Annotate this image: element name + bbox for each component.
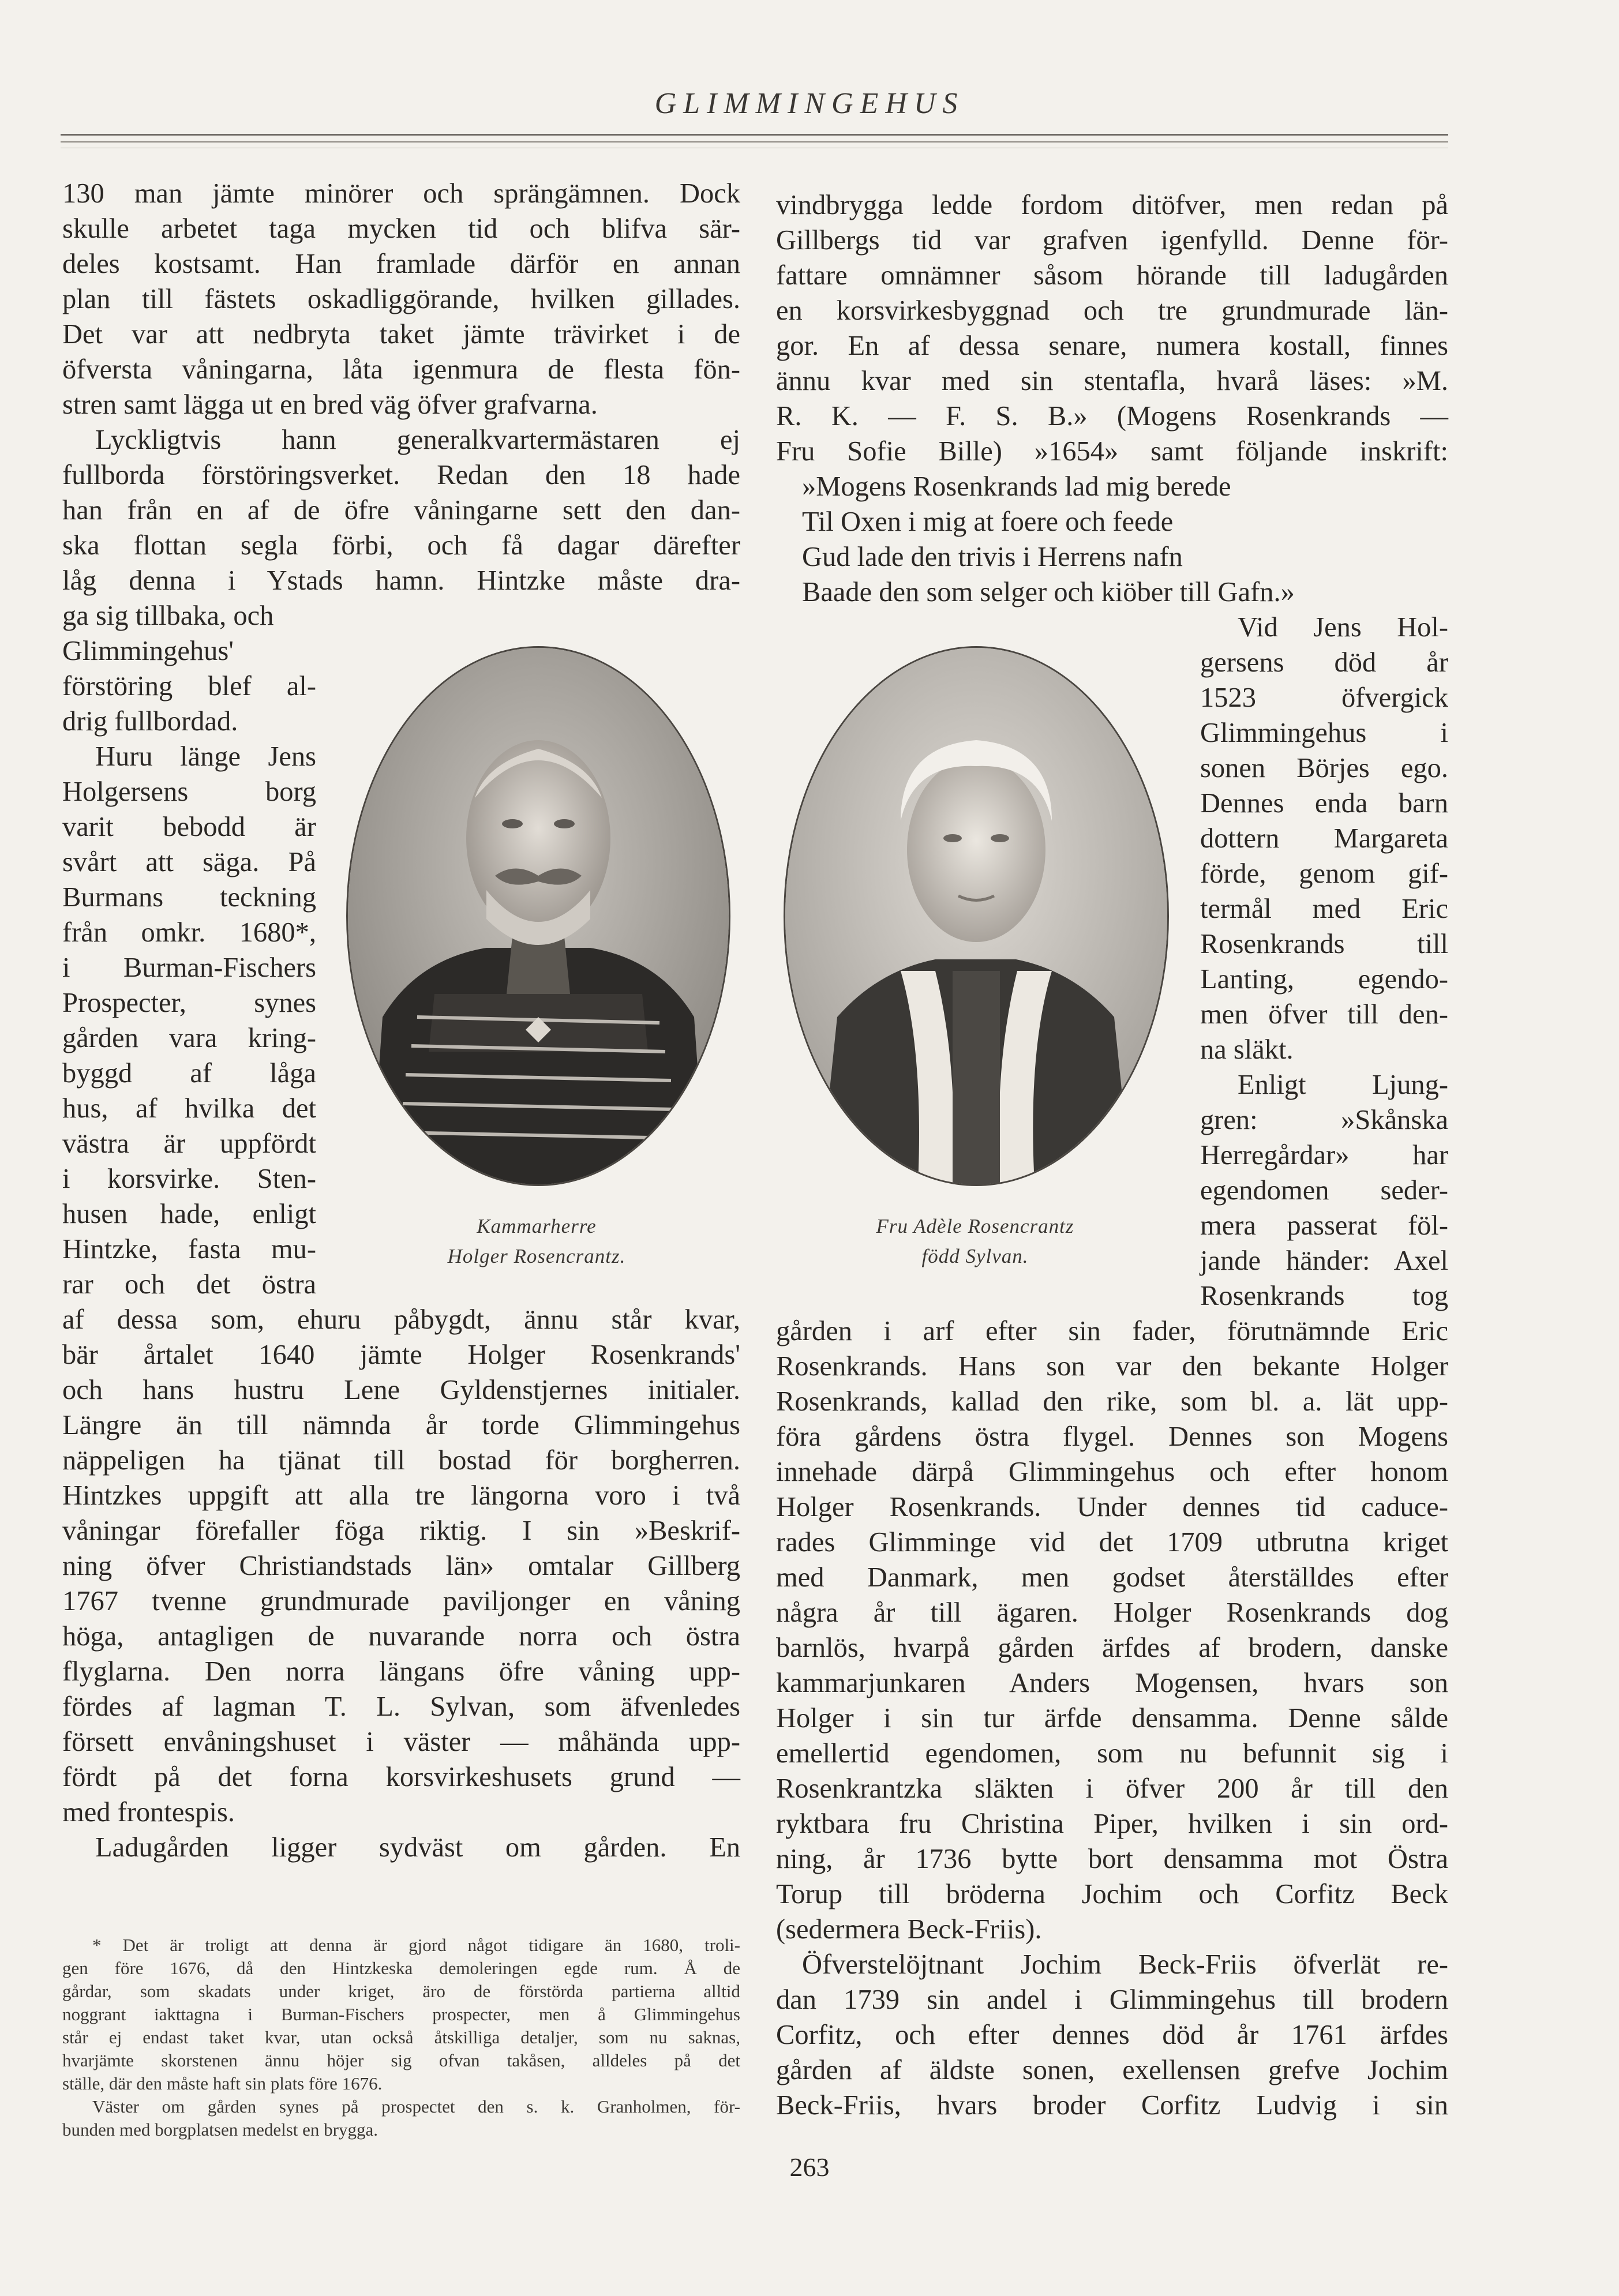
text-line: Holgersens borg (62, 776, 316, 807)
text-line: Glimmingehus' (62, 636, 234, 666)
text-line: Corfitz, och efter dennes död år 1761 ärfdes (776, 2020, 1448, 2050)
caption-line: född Sylvan. (921, 1245, 1029, 1267)
footnote-line: gårdar, som skadats under kriget, äro de förstörda partierna alltid (62, 1981, 740, 2001)
text-line: Gud lade den trivis i Herrens nafn (802, 542, 1183, 572)
text-line: gården i arf efter sin fader, förutnämnde Eric (776, 1316, 1448, 1346)
text-line: näppeligen ha tjänat till bostad för borgherren. (62, 1445, 740, 1476)
text-line: fördes af lagman T. L. Sylvan, som äfvenledes (62, 1691, 740, 1722)
text-line: låg denna i Ystads hamn. Hintzke måste dra- (62, 565, 740, 596)
text-line: gården af äldste sonen, exellensen grefve Jochim (776, 2055, 1448, 2085)
text-line: af dessa som, ehuru påbygdt, ännu står kvar, (62, 1304, 740, 1335)
text-line: Holger i sin tur ärfde densamma. Denne sålde (776, 1703, 1448, 1734)
text-line: Hintzke, fasta mu- (62, 1234, 316, 1265)
text-line: egendomen seder- (1200, 1175, 1448, 1206)
text-line: innehade därpå Glimmingehus och efter honom (776, 1457, 1448, 1487)
text-line: Öfverstelöjtnant Jochim Beck-Friis öfverlät re- (802, 1949, 1448, 1980)
footnote-line: gen före 1676, då den Hintzkeska demoleringen egde rum. Å de (62, 1958, 740, 1978)
text-line: sonen Börjes ego. (1200, 753, 1448, 783)
text-line: Herregårdar» har (1200, 1140, 1448, 1170)
text-line: Fru Sofie Bille) »1654» samt följande inskrift: (776, 436, 1448, 467)
text-line: flyglarna. Den norra längans öfre våning upp- (62, 1656, 740, 1687)
text-line: Det var att nedbryta taket jämte trävirket i de (62, 319, 740, 350)
text-line: gren: »Skånska (1200, 1105, 1448, 1135)
footnote-line: hvarjämte skorstenen ännu höjer sig ofvan takåsen, alldeles på det (62, 2050, 740, 2070)
text-line: Lanting, egendo- (1200, 964, 1448, 995)
text-line: fördt på det forna korsvirkeshusets grund — (62, 1762, 740, 1792)
text-line: dan 1739 sin andel i Glimmingehus till brodern (776, 1984, 1448, 2015)
page-number: 263 (789, 2152, 830, 2182)
text-line: stren samt lägga ut en bred väg öfver grafvarna. (62, 389, 598, 420)
portrait-holger-rosencrantz (346, 646, 730, 1186)
text-line: Burmans teckning (62, 882, 316, 913)
text-line: försett envåningshuset i väster — måhända upp- (62, 1727, 740, 1757)
text-line: Gillbergs tid var grafven igenfylld. Denne för- (776, 225, 1448, 256)
text-line: och hans hustru Lene Gyldenstjernes initialer. (62, 1375, 740, 1405)
text-line: Rosenkrands tog (1200, 1281, 1448, 1311)
text-line: ning öfver Christiandstads län» omtalar Gillberg (62, 1551, 740, 1581)
text-line: med frontespis. (62, 1797, 235, 1828)
text-line: skulle arbetet taga mycken tid och blifva sär- (62, 213, 740, 244)
text-line: en korsvirkesbyggnad och tre grundmurade län- (776, 295, 1448, 326)
text-line: ännu kvar med sin stentafla, hvarå läses: »M. (776, 366, 1448, 396)
text-line: Längre än till nämnda år torde Glimmingehus (62, 1410, 740, 1440)
text-line: fullborda förstöringsverket. Redan den 18 hade (62, 460, 740, 490)
text-line: Huru länge Jens (95, 741, 316, 772)
caption-line: Fru Adèle Rosencrantz (876, 1215, 1074, 1237)
text-line: svårt att säga. På (62, 847, 316, 877)
header-rule (61, 141, 1448, 142)
text-line: förstöring blef al- (62, 671, 316, 701)
text-line: »Mogens Rosenkrands lad mig berede (802, 471, 1231, 502)
text-line: Prospecter, synes (62, 988, 316, 1018)
text-line: 1767 tvenne grundmurade paviljonger en våning (62, 1586, 740, 1616)
text-line: plan till fästets oskadliggörande, hvilken gillades. (62, 284, 740, 314)
text-line: öfversta våningarna, låta igenmura de flesta fön- (62, 354, 740, 385)
text-line: från omkr. 1680*, (62, 917, 316, 948)
text-line: föra gårdens östra flygel. Dennes son Mogens (776, 1421, 1448, 1452)
text-line: gården vara kring- (62, 1023, 316, 1053)
text-line: ryktbara fru Christina Piper, hvilken i sin ord- (776, 1809, 1448, 1839)
text-line: höga, antagligen de nuvarande norra och östra (62, 1621, 740, 1652)
footnote-line: noggrant iakttagna i Burman-Fischers prospecter, men å Glimmingehus (62, 2004, 740, 2024)
text-line: Holger Rosenkrands. Under dennes tid caduce- (776, 1492, 1448, 1522)
text-line: västra är uppfördt (62, 1128, 316, 1159)
text-line: Dennes enda barn (1200, 788, 1448, 819)
text-line: ga sig tillbaka, och (62, 601, 274, 631)
portrait-caption-holger (404, 1211, 669, 1271)
text-line: byggd af låga (62, 1058, 316, 1089)
text-line: rades Glimminge vid det 1709 utbrutna kriget (776, 1527, 1448, 1558)
text-line: ska flottan segla förbi, och få dagar därefter (62, 530, 740, 561)
text-line: Ladugården ligger sydväst om gården. En (95, 1832, 740, 1863)
text-line: mera passerat föl- (1200, 1210, 1448, 1241)
text-line: bär årtalet 1640 jämte Holger Rosenkrands' (62, 1340, 740, 1370)
text-line: Til Oxen i mig at foere och feede (802, 507, 1174, 537)
header-rule (61, 134, 1448, 136)
text-line: Lyckligtvis hann generalkvartermästaren ej (95, 425, 740, 455)
footnote-line: * Det är troligt att denna är gjord något tidigare än 1680, troli- (92, 1935, 740, 1955)
text-line: några år till ägaren. Holger Rosenkrands dog (776, 1597, 1448, 1628)
footnote-line: Väster om gården synes på prospectet den s. k. Granholmen, för- (92, 2096, 740, 2117)
text-line: Vid Jens Hol- (1238, 612, 1448, 643)
text-line: fattare omnämner såsom hörande till ladugården (776, 260, 1448, 291)
text-line: gor. En af dessa senare, numera kostall, finnes (776, 331, 1448, 361)
text-line: termål med Eric (1200, 894, 1448, 924)
text-line: rar och det östra (62, 1269, 316, 1300)
portrait-adele-rosencrantz (784, 646, 1169, 1186)
text-line: hus, af hvilka det (62, 1093, 316, 1124)
text-line: varit bebodd är (62, 812, 316, 842)
text-line: husen hade, enligt (62, 1199, 316, 1229)
text-line: emellertid egendomen, som nu befunnit sig i (776, 1738, 1448, 1769)
text-line: ning, år 1736 bytte bort densamma mot Östra (776, 1844, 1448, 1874)
text-line: kammarjunkaren Anders Mogensen, hvars son (776, 1668, 1448, 1698)
text-line: Hintzkes uppgift att alla tre längorna voro i två (62, 1480, 740, 1511)
text-line: Glimmingehus i (1200, 718, 1448, 748)
text-line: våningar förefaller föga riktig. I sin »Beskrif- (62, 1515, 740, 1546)
text-line: R. K. — F. S. B.» (Mogens Rosenkrands — (776, 401, 1448, 432)
portrait-caption-adele (808, 1211, 1142, 1271)
text-line: Torup till bröderna Jochim och Corfitz Beck (776, 1879, 1448, 1909)
text-line: förde, genom gif- (1200, 858, 1448, 889)
text-line: na släkt. (1200, 1034, 1294, 1065)
text-line: deles kostsamt. Han framlade därför en annan (62, 249, 740, 279)
text-line: Rosenkrantzka släkten i öfver 200 år till den (776, 1773, 1448, 1804)
text-line: Rosenkrands till (1200, 929, 1448, 959)
text-line: Rosenkrands, kallad den rike, som bl. a. lät upp- (776, 1386, 1448, 1417)
text-line: Beck-Friis, hvars broder Corfitz Ludvig i sin (776, 2090, 1448, 2121)
text-line: jande händer: Axel (1200, 1245, 1448, 1276)
footnote-line: ställe, där den måste haft sin plats före 1676. (62, 2073, 383, 2094)
text-line: vindbrygga ledde fordom ditöfver, men redan på (776, 190, 1448, 220)
text-line: Enligt Ljung- (1238, 1070, 1448, 1100)
caption-line: Kammarherre (477, 1215, 597, 1237)
text-line: men öfver till den- (1200, 999, 1448, 1030)
text-line: barnlös, hvarpå gården ärfdes af brodern, danske (776, 1633, 1448, 1663)
text-line: i korsvirke. Sten- (62, 1164, 316, 1194)
text-line: (sedermera Beck-Friis). (776, 1914, 1042, 1945)
running-title: GLIMMINGEHUS (654, 87, 965, 120)
footnote-line: bunden med borgplatsen medelst en brygga. (62, 2119, 378, 2140)
text-line: i Burman-Fischers (62, 952, 316, 983)
text-line: Baade den som selger och kiöber till Gafn.» (802, 577, 1295, 607)
footnote-line: står ej endast taket kvar, utan också åtskilliga detaljer, som nu saknas, (62, 2027, 740, 2047)
caption-line: Holger Rosencrantz. (447, 1245, 626, 1267)
text-line: drig fullbordad. (62, 706, 238, 737)
text-line: med Danmark, men godset återställdes efter (776, 1562, 1448, 1593)
text-line: gersens död år (1200, 647, 1448, 678)
text-line: han från en af de öfre våningarne sett den dan- (62, 495, 740, 526)
text-line: 1523 öfvergick (1200, 682, 1448, 713)
text-line: dottern Margareta (1200, 823, 1448, 854)
text-line: 130 man jämte minörer och sprängämnen. Dock (62, 178, 740, 209)
text-line: Rosenkrands. Hans son var den bekante Holger (776, 1351, 1448, 1382)
